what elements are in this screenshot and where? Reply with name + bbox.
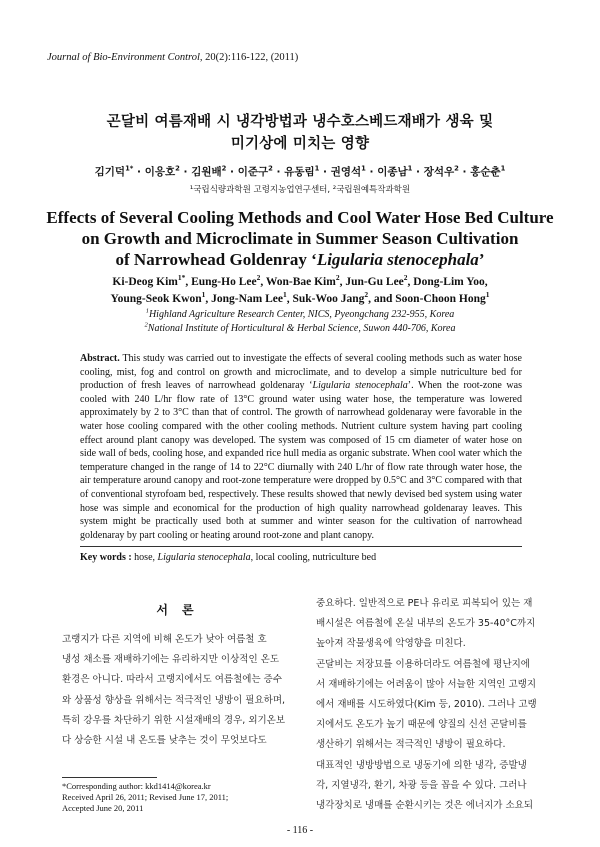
keywords [80,552,522,563]
korean-title-line1: 곤달비 여름재배 시 냉각방법과 냉수호스베드재배가 생육 및 [106,114,494,130]
korean-author-name: 홍순춘 [470,166,501,178]
body-text-line: 고랭지가 다른 지역에 비해 온도가 낮아 여름철 호 [62,634,267,645]
page-number: - 116 - [286,825,314,836]
english-author-name: Young-Seok Kwon [110,293,202,305]
english-author-name: Ki-Deog Kim [112,276,178,288]
abstract-text-a: This study was carried out to investigate the effects of several cooling methods such as water hose cooling, mist, fog and control on growth and microclimate, and to develop a simple nutriculture bed for production of fresh leaves of narrowhead goldenaray ‘ [80,353,522,392]
footnote-corresponding: *Corresponding author: kkd1414@korea.kr [62,781,211,791]
english-author-marker: 2 [256,273,261,283]
korean-author-name: 장석우 [423,166,455,178]
aff1-text: Highland Agriculture Research Center, NICS, Pyeongchang 232-955, Korea [148,309,455,320]
body-text-line: 높아져 작물생육에 악영향을 미친다. [316,638,466,650]
english-author-marker: 1* [177,273,186,283]
korean-author-name: 김기덕 [94,166,126,178]
english-author-name: Suk-Woo Jang [292,293,365,305]
footnote-accepted: Accepted June 20, 2011 [62,802,144,813]
abstract-species: Ligularia stenocephala [312,380,408,392]
right-column-text [316,594,552,816]
english-author-name: Jong-Nam Lee [211,293,283,305]
abstract-divider [80,546,522,547]
english-authors-line2: Young-Seok Kwon$^1$, Jong-Nam Lee$^1$, Suk-Woo Jang$^2$, and Soon-Choon Hong$^1$ [110,290,490,305]
korean-author-name: 이준구 [237,166,269,178]
english-title-species: Ligularia stenocephala [316,250,479,269]
aff2-marker: 2 [144,321,148,329]
journal-name: Journal of Bio-Environment Control, [47,52,203,63]
body-text-line: 다 상승한 시설 내 온도를 낮추는 것이 무엇보다도 [62,735,267,747]
journal-citation [47,52,298,63]
body-text-line: 환경은 아니다. 따라서 고랭지에서도 여름철에는 증수 [62,674,283,686]
english-title-line2: on Growth and Microclimate in Summer Season Cultivation [81,229,519,248]
body-text-line: 특히 강우를 차단하기 위한 시설재배의 경우, 외기온보 [62,714,286,726]
english-title-line1: Effects of Several Cooling Methods and Cool Water Hose Bed Culture [46,208,554,227]
korean-author-name: 유동림 [284,166,315,178]
body-text-line: 중요하다. 일반적으로 PE나 유리로 피복되어 있는 재 [316,598,533,609]
english-author-marker: 2 [403,273,408,283]
body-text-line: 각, 지열냉각, 환기, 차광 등을 꼽을 수 있다. 그러나 [316,779,527,791]
abstract-lead: Abstract. [80,353,120,364]
abstract-text-b: ’. When the root-zone was cooled with 240 L/hr flow rate of 13°C ground water using water hose, the temperature was lowered approximately by 2 to 3°C than that of control. The growth of narrowhead goldenaray were favorable in the water hose cooling compared with the other cooling methods. Nutrient culture system having part cooling effect around plant canopy was developed. The system was composed of 15 cm diameter of water hose on side wall of beds, cooling hose, and expanded rice hull media as organic substrate. When cool water which the temperature changed in the range of 14 to 22°C diurnally with 240 L/hr of flow rate through water hose, the air temperature around canopy and root-zone temperature were dropped by 0.5°C and 3°C compared with that of conventional styrofoam bed, respectively. These results showed that newly devised bed system using water hose was simple and economical for the production of high quality narrowhead goldenaray leaves. This system might be practically used both at summer and winter season for the cultivation of narrowhead goldenaray by part cooling or heating around root-zone and plant canopy. [80,380,522,541]
keywords-lead: Key words : [80,552,132,563]
body-text-line: 에서 재배를 시도하였다(Kim 등, 2010). 그러나 고랭 [316,699,537,711]
english-author-marker: 2 [335,273,340,283]
footnote [62,781,228,813]
english-author-marker: 1 [201,290,206,300]
korean-author-name: 이응호 [144,166,176,178]
english-affiliation-1 [0,309,600,320]
english-author-name: Jun-Gu Lee [345,276,404,288]
english-title-line3 [0,250,600,270]
body-text-line: 생산하기 위해서는 적극적인 냉방이 필요하다. [316,739,506,751]
english-author-name: Dong-Lim Yoo [413,276,485,288]
korean-author-name: 권영석 [330,166,362,178]
body-text-line: 곤달비는 저장묘를 이용하더라도 여름철에 평난지에 [316,658,530,670]
english-affiliation-2 [0,323,600,334]
aff2-text: National Institute of Horticultural & Herbal Science, Suwon 440-706, Korea [147,323,456,334]
english-title-line3-end: ’ [478,250,485,269]
english-author-name: Won-Bae Kim [265,276,336,288]
english-authors-line1: Ki-Deog Kim$^{1*}$, Eung-Ho Lee$^2$, Won-Bae Kim$^2$, Jun-Gu Lee$^2$, Dong-Lim Yoo, [112,273,488,288]
korean-author-marker: 1 [407,164,413,173]
footnote-divider [62,777,157,778]
keywords-text-a: hose, [134,552,156,563]
body-text-line: 냉각장치로 냉매를 순환시키는 것은 에너지가 소요되 [316,800,533,812]
section-title-introduction: 서론 [156,603,208,617]
korean-author-marker: 1 [361,164,366,173]
korean-author-name: 이종남 [377,166,408,178]
english-author-marker: 1 [282,290,287,300]
body-text-line: 서 재배하기에는 어려움이 많아 서늘한 지역인 고랭지 [316,678,537,690]
english-author-name: Soon-Choon Hong [395,293,486,305]
body-text-line: 와 상품성 향상을 위해서는 적극적인 냉방이 필요하며, [62,694,286,706]
keywords-text-b: , local cooling, nutriculture bed [250,552,377,563]
korean-author-marker: 1* [125,164,134,173]
body-text-line: 냉성 채소를 재배하기에는 유리하지만 이상적인 온도 [62,654,279,666]
left-column-text [62,630,300,751]
korean-authors: 김기덕$^{1*}$ · 이응호$^2$ · 김원배$^2$ · 이준구$^2$ · 유동림$^1$ · 권영석$^1$ · 이종남$^1$ · 장석우$^2$ · 홍순춘$^1$ [94,164,506,178]
korean-author-marker: 2 [221,164,227,173]
body-text-line: 대표적인 냉방방법으로 냉동기에 의한 냉각, 증발냉 [316,759,527,771]
korean-author-marker: 2 [175,164,180,173]
english-title-line3-plain: of Narrowhead Goldenray ‘ [115,250,317,269]
body-text-line: 지에서도 온도가 높기 때문에 양질의 신선 곤달비를 [316,719,527,731]
korean-author-marker: 2 [268,164,273,173]
korean-author-name: 김원배 [191,166,222,178]
aff1-marker: 1 [145,307,149,315]
abstract [80,352,522,542]
keywords-species: Ligularia stenocephala [157,552,251,563]
korean-title-line2: 미기상에 미치는 영향 [230,136,370,152]
journal-volume: 20(2):116-122, (2011) [205,52,299,63]
korean-author-marker: 1 [500,164,506,173]
english-author-marker: 2 [364,290,369,300]
korean-affiliation: ¹국립식량과학원 고령지농업연구센터, ²국립원예특작과학원 [189,185,411,195]
korean-author-marker: 1 [314,164,320,173]
english-author-marker: 1 [485,290,490,300]
korean-author-marker: 2 [454,164,459,173]
body-text-line: 배시설은 여름철에 온실 내부의 온도가 35-40°C까지 [316,618,536,630]
footnote-received: Received April 26, 2011; Revised June 17, 2011; [62,791,229,802]
english-author-name: Eung-Ho Lee [191,276,257,288]
